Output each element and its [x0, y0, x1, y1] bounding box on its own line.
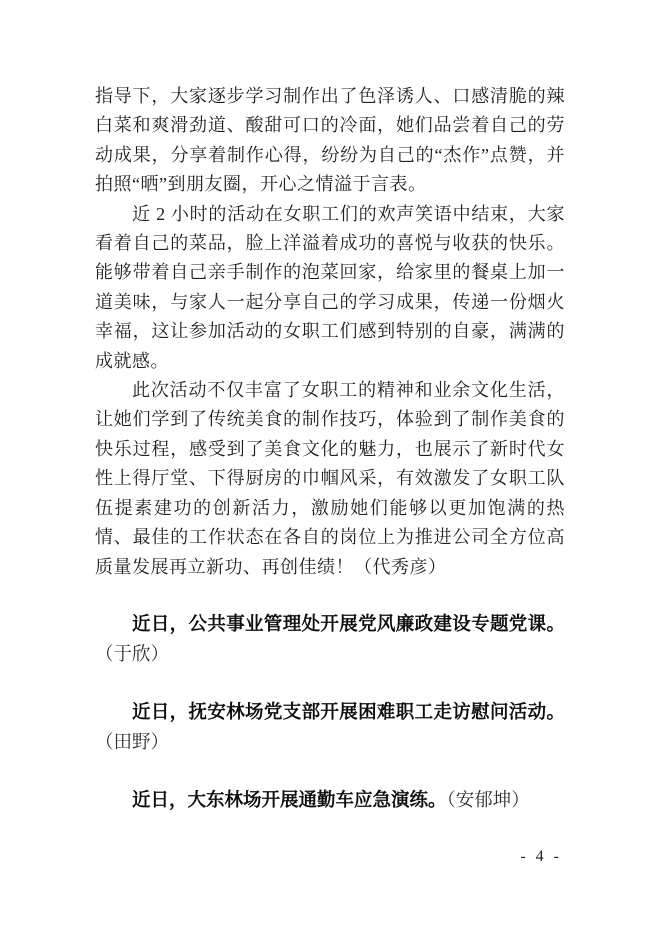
news-brief: [95, 786, 565, 816]
body-paragraph: 此次活动不仅丰富了女职工的精神和业余文化生活，让她们学到了传统美食的制作技巧，体验到了制作美食的快乐过程，感受到了美食文化的魅力，也展示了新时代女性上得厅堂、下得厨房的巾帼风采，有效激发了女职工队伍提素建功的创新活力，激励她们能够以更加饱满的热情、最佳的工作状态在各自的岗位上为推进公司全方位高质量发展再立新功、再创佳绩！（代秀彦）: [95, 380, 565, 577]
news-brief: [95, 610, 565, 670]
body-paragraph-continuation: 指导下，大家逐步学习制作出了色泽诱人、口感清脆的辣白菜和爽滑劲道、酸甜可口的冷面，她们品尝着自己的劳动成果，分享着制作心得，纷纷为自己的“杰作”点赞，并拍照“晒”到朋友圈，开心之情溢于言表。: [95, 86, 565, 195]
news-brief-byline: （田野）: [95, 732, 170, 753]
page-content: [95, 82, 565, 816]
news-brief-headline: 近日，抚安林场党支部开展困难职工走访慰问活动。: [132, 702, 565, 723]
page-number: - 4 -: [520, 848, 562, 865]
body-paragraph: 近 2 小时的活动在女职工们的欢声笑语中结束，大家看着自己的菜品，脸上洋溢着成功的喜悦与收获的快乐。能够带着自己亲手制作的泡菜回家，给家里的餐桌上加一道美味，与家人一起分享自己的学习成果，传递一份烟火幸福，这让参加活动的女职工们感到特别的自豪，满满的成就感。: [95, 203, 565, 371]
news-brief-headline: 近日，公共事业管理处开展党风廉政建设专题党课。: [132, 614, 565, 635]
news-brief: [95, 698, 565, 758]
news-brief-byline: （安郁坤）: [446, 790, 530, 811]
news-brief-byline: （于欣）: [95, 644, 170, 665]
news-brief-headline: 近日，大东林场开展通勤车应急演练。: [132, 790, 447, 811]
